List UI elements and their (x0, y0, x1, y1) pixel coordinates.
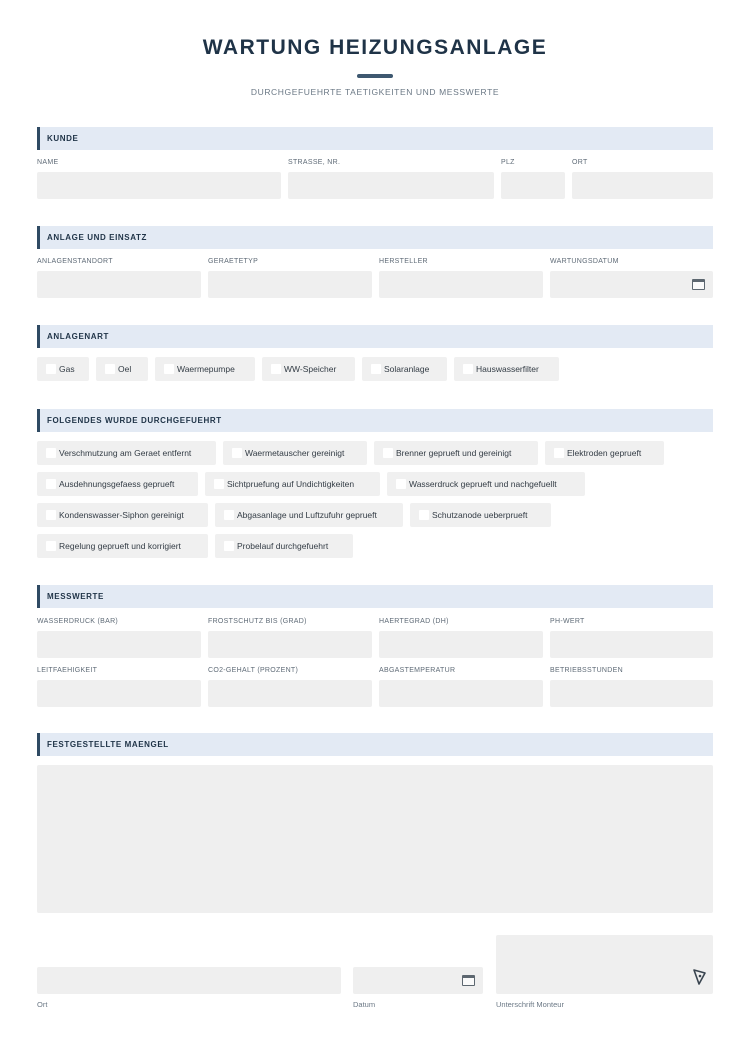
checkbox-label: Kondenswasser-Siphon gereinigt (59, 510, 184, 520)
checkbox-gas[interactable] (37, 357, 89, 381)
checkbox-oel[interactable] (96, 357, 148, 381)
ort-signature-field[interactable] (37, 967, 341, 994)
geraetetyp-label: GERAETETYP (208, 258, 259, 265)
calendar-icon[interactable] (692, 279, 705, 290)
checkbox-box[interactable] (232, 448, 242, 458)
section-anlagenart-header (37, 325, 713, 348)
name-label: NAME (37, 159, 59, 166)
frostschutz-field[interactable] (208, 631, 372, 658)
section-anlage-title: ANLAGE UND EINSATZ (47, 233, 147, 242)
section-anlage-header (37, 226, 713, 249)
standort-label: ANLAGENSTANDORT (37, 258, 113, 265)
section-kunde-header (37, 127, 713, 150)
section-messwerte-header (37, 585, 713, 608)
ort-label: ORT (572, 159, 588, 166)
datum-field[interactable] (353, 967, 483, 994)
checkbox-probelauf[interactable] (215, 534, 353, 558)
strasse-label: STRASSE, NR. (288, 159, 341, 166)
leitfaehigkeit-field[interactable] (37, 680, 201, 707)
checkbox-elektroden[interactable] (545, 441, 664, 465)
checkbox-label: Waermetauscher gereinigt (245, 448, 345, 458)
checkbox-box[interactable] (105, 364, 115, 374)
name-field[interactable] (37, 172, 281, 199)
checkbox-box[interactable] (554, 448, 564, 458)
checkbox-box[interactable] (463, 364, 473, 374)
section-durchgefuehrt-title: FOLGENDES WURDE DURCHGEFUEHRT (47, 416, 222, 425)
checkbox-box[interactable] (224, 541, 234, 551)
title-underline (357, 74, 393, 78)
plz-label: PLZ (501, 159, 515, 166)
checkbox-label: Ausdehnungsgefaess geprueft (59, 479, 175, 489)
plz-field[interactable] (501, 172, 565, 199)
checkbox-box[interactable] (383, 448, 393, 458)
checkbox-hauswasserfilter[interactable] (454, 357, 559, 381)
frostschutz-label: FROSTSCHUTZ BIS (GRAD) (208, 618, 307, 625)
checkbox-box[interactable] (46, 541, 56, 551)
checkbox-box[interactable] (46, 364, 56, 374)
standort-field[interactable] (37, 271, 201, 298)
checkbox-label: Verschmutzung am Geraet entfernt (59, 448, 192, 458)
checkbox-box[interactable] (371, 364, 381, 374)
wasserdruck-label: WASSERDRUCK (BAR) (37, 618, 119, 625)
checkbox-label: Oel (118, 364, 132, 374)
checkbox-brenner[interactable] (374, 441, 538, 465)
haertegrad-field[interactable] (379, 631, 543, 658)
hersteller-field[interactable] (379, 271, 543, 298)
section-kunde-title: KUNDE (47, 134, 79, 143)
checkbox-label: Gas (59, 364, 75, 374)
checkbox-box[interactable] (419, 510, 429, 520)
section-maengel-title: FESTGESTELLTE MAENGEL (47, 740, 169, 749)
pen-icon (691, 968, 707, 986)
ort-field[interactable] (572, 172, 713, 199)
checkbox-wasserdruck[interactable] (387, 472, 585, 496)
checkbox-label: Elektroden geprueft (567, 448, 642, 458)
checkbox-label: Regelung geprueft und korrigiert (59, 541, 181, 551)
checkbox-label: WW-Speicher (284, 364, 337, 374)
betriebsstunden-field[interactable] (550, 680, 713, 707)
abgastemperatur-field[interactable] (379, 680, 543, 707)
checkbox-ww-speicher[interactable] (262, 357, 355, 381)
checkbox-label: Sichtpruefung auf Undichtigkeiten (227, 479, 355, 489)
checkbox-label: Abgasanlage und Luftzufuhr geprueft (237, 510, 377, 520)
wartungsdatum-label: WARTUNGSDATUM (550, 258, 619, 265)
checkbox-verschmutzung[interactable] (37, 441, 216, 465)
leitfaehigkeit-label: LEITFAEHIGKEIT (37, 667, 98, 674)
abgastemperatur-label: ABGASTEMPERATUR (379, 667, 456, 674)
maengel-textarea[interactable] (37, 765, 713, 913)
signature-box[interactable] (496, 935, 713, 994)
checkbox-waermetauscher[interactable] (223, 441, 367, 465)
wasserdruck-field[interactable] (37, 631, 201, 658)
checkbox-abgasanlage[interactable] (215, 503, 403, 527)
geraetetyp-field[interactable] (208, 271, 372, 298)
co2-gehalt-field[interactable] (208, 680, 372, 707)
calendar-icon[interactable] (462, 975, 475, 986)
checkbox-sichtpruefung[interactable] (205, 472, 380, 496)
checkbox-label: Schutzanode ueberprueft (432, 510, 528, 520)
section-anlagenart-title: ANLAGENART (47, 332, 109, 341)
section-messwerte-title: MESSWERTE (47, 592, 104, 601)
checkbox-box[interactable] (214, 479, 224, 489)
checkbox-label: Solaranlage (384, 364, 430, 374)
checkbox-ausdehnungsgefaess[interactable] (37, 472, 198, 496)
wartungsdatum-field[interactable] (550, 271, 713, 298)
checkbox-box[interactable] (46, 510, 56, 520)
datum-footer-label: Datum (353, 1000, 376, 1009)
hersteller-label: HERSTELLER (379, 258, 428, 265)
checkbox-box[interactable] (164, 364, 174, 374)
unterschrift-footer-label: Unterschrift Monteur (496, 1000, 564, 1009)
checkbox-box[interactable] (46, 479, 56, 489)
checkbox-label: Probelauf durchgefuehrt (237, 541, 329, 551)
checkbox-schutzanode[interactable] (410, 503, 551, 527)
ort-footer-label: Ort (37, 1000, 48, 1009)
ph-wert-field[interactable] (550, 631, 713, 658)
checkbox-label: Brenner geprueft und gereinigt (396, 448, 512, 458)
checkbox-box[interactable] (271, 364, 281, 374)
strasse-field[interactable] (288, 172, 494, 199)
co2-gehalt-label: CO2-GEHALT (PROZENT) (208, 667, 299, 674)
haertegrad-label: HAERTEGRAD (DH) (379, 618, 449, 625)
checkbox-waermepumpe[interactable] (155, 357, 255, 381)
checkbox-label: Hauswasserfilter (476, 364, 539, 374)
section-durchgefuehrt-header (37, 409, 713, 432)
section-maengel-header (37, 733, 713, 756)
checkbox-box[interactable] (224, 510, 234, 520)
checkbox-box[interactable] (396, 479, 406, 489)
checkbox-box[interactable] (46, 448, 56, 458)
ph-wert-label: PH-WERT (550, 618, 585, 625)
checkbox-label: Wasserdruck geprueft und nachgefuellt (409, 479, 557, 489)
betriebsstunden-label: BETRIEBSSTUNDEN (550, 667, 623, 674)
page-subtitle: DURCHGEFUEHRTE TAETIGKEITEN UND MESSWERTE (250, 87, 500, 97)
page-title: WARTUNG HEIZUNGSANLAGE (202, 36, 548, 59)
checkbox-kondenswasser[interactable] (37, 503, 208, 527)
checkbox-regelung[interactable] (37, 534, 208, 558)
checkbox-solaranlage[interactable] (362, 357, 447, 381)
checkbox-label: Waermepumpe (177, 364, 235, 374)
